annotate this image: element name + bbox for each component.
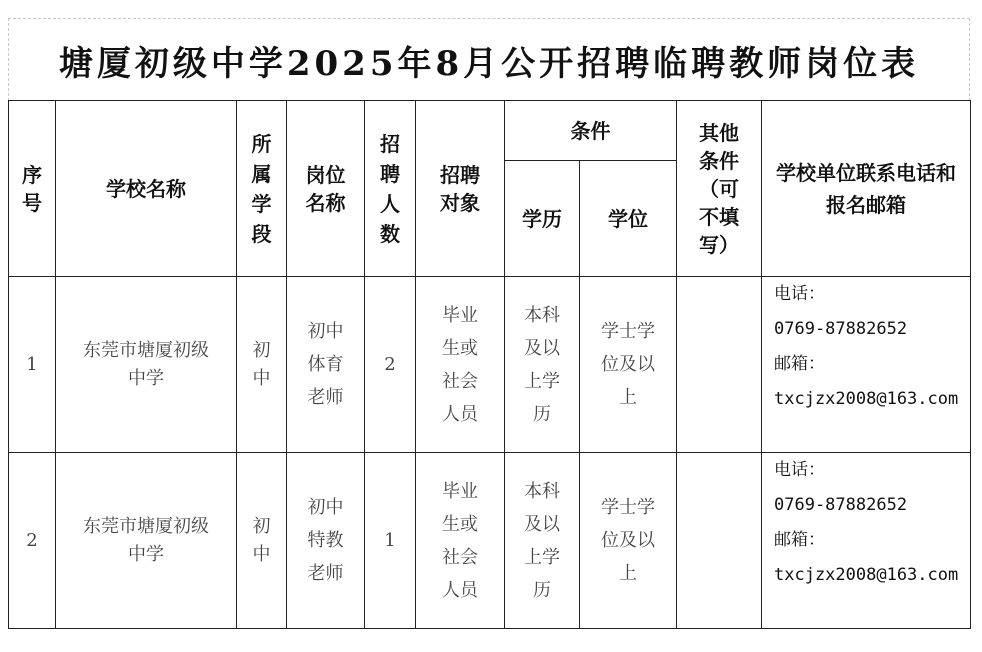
header-contact: 学校单位联系电话和报名邮箱 xyxy=(762,101,971,277)
cell-stage: 初中 xyxy=(237,277,287,453)
cell-seq: 1 xyxy=(9,277,56,453)
header-stage: 所属学段 xyxy=(237,101,287,277)
phone-number: 0769-87882652 xyxy=(774,319,908,339)
cell-count: 1 xyxy=(365,453,416,629)
cell-target: 毕业生或社会人员 xyxy=(416,453,505,629)
recruitment-table xyxy=(8,100,971,629)
cell-stage: 初中 xyxy=(237,453,287,629)
cell-seq: 2 xyxy=(9,453,56,629)
header-other: 其他条件（可不填写） xyxy=(677,101,762,277)
email-label: 邮箱： xyxy=(774,530,825,550)
header-post: 岗位名称 xyxy=(287,101,365,277)
cell-education: 本科及以上学历 xyxy=(505,277,580,453)
cell-school: 东莞市塘厦初级中学 xyxy=(56,453,237,629)
cell-other xyxy=(677,453,762,629)
email-address: txcjzx2008@163.com xyxy=(774,565,959,585)
cell-count: 2 xyxy=(365,277,416,453)
table-row xyxy=(9,453,971,629)
header-education: 学历 xyxy=(505,161,580,277)
document-page xyxy=(8,18,970,632)
cell-degree: 学士学位及以上 xyxy=(580,277,677,453)
header-target: 招聘对象 xyxy=(416,101,505,277)
cell-degree: 学士学位及以上 xyxy=(580,453,677,629)
cell-post: 初中特教老师 xyxy=(287,453,365,629)
phone-number: 0769-87882652 xyxy=(774,495,908,515)
table-row xyxy=(9,277,971,453)
header-conditions: 条件 xyxy=(505,101,677,161)
cell-other xyxy=(677,277,762,453)
header-school: 学校名称 xyxy=(56,101,237,277)
cell-post: 初中体育老师 xyxy=(287,277,365,453)
email-label: 邮箱： xyxy=(774,354,825,374)
cell-education: 本科及以上学历 xyxy=(505,453,580,629)
email-address: txcjzx2008@163.com xyxy=(774,389,959,409)
cell-target: 毕业生或社会人员 xyxy=(416,277,505,453)
cell-school: 东莞市塘厦初级中学 xyxy=(56,277,237,453)
phone-label: 电话： xyxy=(774,460,825,480)
phone-label: 电话： xyxy=(774,284,825,304)
header-degree: 学位 xyxy=(580,161,677,277)
header-seq: 序号 xyxy=(9,101,56,277)
cell-contact xyxy=(762,277,971,453)
page-title: 塘厦初级中学2025年8月公开招聘临聘教师岗位表 xyxy=(58,43,920,84)
header-count: 招聘人数 xyxy=(365,101,416,277)
cell-contact xyxy=(762,453,971,629)
header-row-1 xyxy=(9,101,971,161)
title-banner xyxy=(8,18,970,101)
